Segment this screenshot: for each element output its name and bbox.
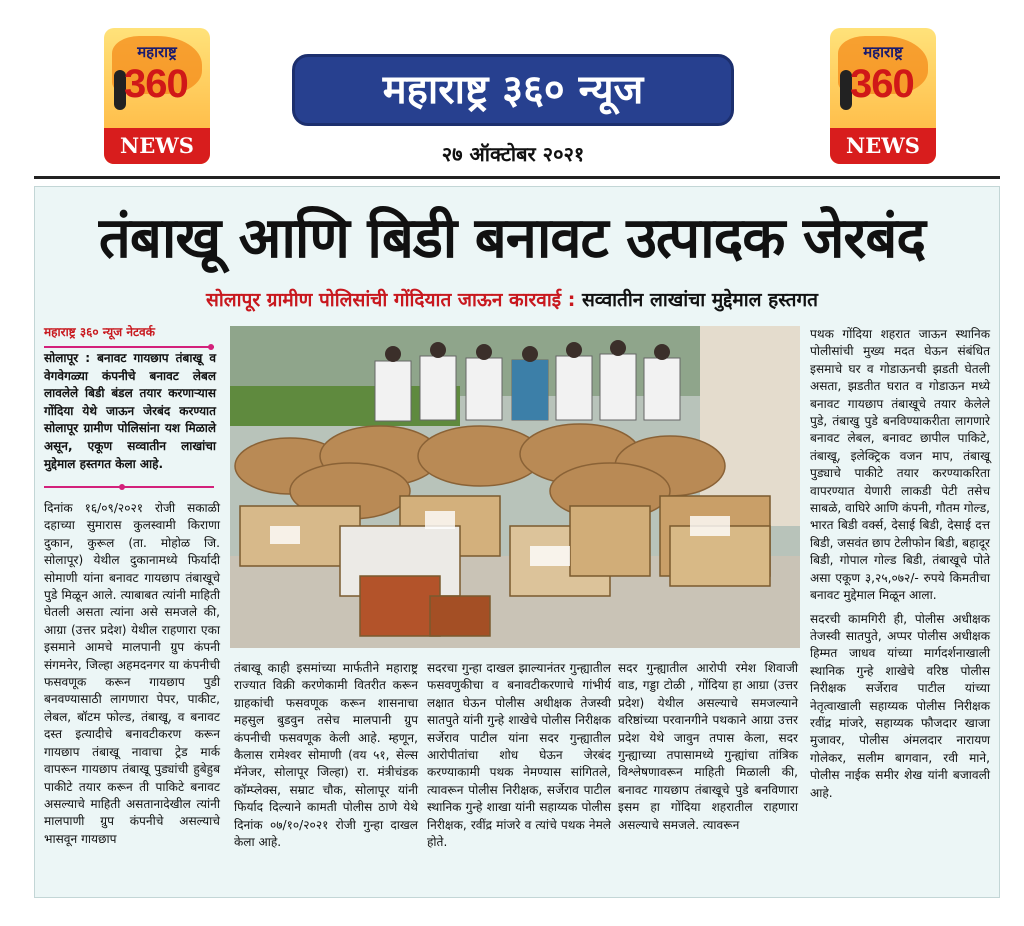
article-column-5 (810, 326, 990, 808)
seized-goods-photo (230, 326, 800, 648)
publication-date: २७ ऑक्टोबर २०२१ (441, 142, 585, 166)
column-text: सदरची कामगिरी ही, पोलीस अधीक्षक तेजस्वी सातपुते, अप्पर पोलीस अधीक्षक हिम्मत जाधव यांच्या मार्गदर्शनाखाली स्थानिक गुन्हे शाखेचे वरिष्ठ पोलीस निरीक्षक सर्जेराव पाटील यांच्या नेतृत्वाखाली सहाय्यक पोलीस निरीक्षक रवींद्र मांजरे, सहाय्यक फौजदार खाजा मुजावर, पोलीस अंमलदार नारायण गोलेकर, सलीम बागवान, रवी माने, पोलीस नाईक समीर शेख यांनी बजावली आहे. (810, 611, 990, 800)
column-text: तंबाखू काही इसमांच्या मार्फतीने महाराष्ट्र राज्यात विक्री करणेकामी वितरीत करून ग्राहकांची फसवणूक करून शासनाचा महसुल बुडवुन तसेच मालपानी ग्रुप कंपनीची फसवणूक केली आहे. म्हणून, कैलास रामेश्वर सोमाणी (वय ५१, सेल्स मॅनेजर, सोलापूर जिल्हा) रा. मंत्रीचंडक कॉम्प्लेक्स, सम्राट चौक, सोलापूर यांनी फिर्याद दिल्याने कामती पोलीस ठाणे येथे दिनांक ०७/१०/२०२१ रोजी गुन्हा दाखल केला आहे. (234, 661, 418, 850)
logo-news: NEWS (830, 128, 936, 164)
masthead-title: महाराष्ट्र ३६० न्यूज (292, 54, 734, 126)
article-column-4 (618, 660, 798, 840)
column-text: पथक गोंदिया शहरात जाऊन स्थानिक पोलीसांची मुख्य मदत घेऊन संबंधित इसमाचे घर व गोडाऊनची झडती घेतली असता, झडतीत घरात व गोडाऊन मध्ये बनावट गायछाप तंबाखूचे तयार केलेले पुडे, तंबाखु पुडे बनविण्याकरीता लागणारे बनावट लेबल, बनावट छापील पाकिटे, तंबाखू, इलेक्ट्रिक वजन माप, तंबाखू पुड्याचे पाकीटे तयार करण्याकरिता वापरण्यात येणारी लाकडी पेटी तसेच साबळे, वाघिरे आणि कंपनी, गौतम गोल्ड, भारत बिडी वर्क्स, देसाई बिडी, देसाई दत्त बिडी, जसवंत छाप टेलीफोन बिडी, बहादूर बिडी, गोपाल गोल्ड बिडी, तंबाखूचे पोते असा एकूण ३,२५,०७२/- रुपये किमतीचा बनावट मुद्देमाल मिळून आला. (810, 327, 991, 603)
subhead-red: सोलापूर ग्रामीण पोलिसांची गोंदियात जाऊन कारवाई : (205, 289, 576, 311)
logo-left (104, 28, 210, 164)
column-text: दिनांक १६/०९/२०२१ रोजी सकाळी दहाच्या सुमारास कुलस्वामी किराणा दुकान, कुरूल (ता. मोहोळ जि. सोलापूर) येथील दुकानामध्ये फिर्यादी सोमाणी यांना बनावट गायछाप तंबाखूचे पुडे मिळून आले. त्याबाबत त्यांनी माहिती घेतली असता त्यांना असे समजले की, आग्रा (उत्तर प्रदेश) येथील राहणारा एका इसमाने आमचे मालपानी ग्रुप कंपनी संगमनेर, जिल्हा अहमदनगर या कंपनीची फसवणूक करून गायछाप पुडी बनवण्यासाठी लागणारा पेपर, पाकीट, लेबल, बॉटम फोल्ड, तंबाखू, व बनावट दस्त इत्यादीचे बनावटीकरण करून गायछाप तंबाखू नावाचा ट्रेड मार्क वापरून गायछाप तंबाखू पुड्यांची हुबेहुब पाकीटे तयार करून ती पाकिटे बनावट असल्याचे माहिती असतानादेखील त्यांनी मालपाणी ग्रुप कंपनीचे असल्याचे भासवून गायछाप (44, 501, 220, 846)
logo-news: NEWS (104, 128, 210, 164)
logo-number: 360 (850, 62, 914, 106)
rule-dot (119, 484, 125, 490)
byline: महाराष्ट्र ३६० न्यूज नेटवर्क (44, 325, 155, 339)
article-column-2 (234, 660, 418, 857)
subhead-black: सव्वातीन लाखांचा मुद्देमाल हस्तगत (581, 289, 819, 311)
masthead-divider (34, 176, 1000, 179)
byline-rule (44, 346, 214, 348)
logo-text-top: महाराष्ट्र (863, 43, 903, 61)
logo-text-top: महाराष्ट्र (137, 43, 177, 61)
lead-rule (44, 486, 214, 488)
logo-right (830, 28, 936, 164)
article-subhead (0, 286, 1024, 312)
article-photo (230, 326, 800, 648)
article-column-1 (44, 500, 220, 854)
article-lead: सोलापूर : बनावट गायछाप तंबाखू व वेगवेगळ्या कंपनीचे बनावट लेबल लावलेले बिडी बंडल तयार करणाऱ्यास गोंदिया येथे जाऊन जेरबंद करण्यात सोलापूर ग्रामीण पोलिसांना यश मिळाले असून, एकूण सव्वातीन लाखांचा मुद्देमाल हस्तगत केला आहे. (44, 351, 216, 471)
column-text: सदर गुन्ह्यातील आरोपी रमेश शिवाजी वाड, गड्डा टोळी , गोंदिया हा आग्रा (उत्तर प्रदेश) येथील असल्याचे समजल्याने वरिष्ठांच्या परवानगीने पथकाने आग्रा उत्तर प्रदेश येथे जावुन तपास केला, सदर गुन्ह्याच्या तपासामध्ये गुन्ह्यांचा तांत्रिक विश्लेषणावरून माहिती मिळाली की, बनावट गायछाप तंबाखूचे पुडे बनविणारा इसम हा गोंदिया शहरातील राहणारा असल्याचे समजले. त्यावरून (618, 661, 798, 832)
logo-number: 360 (124, 62, 188, 106)
article-headline: तंबाखू आणि बिडी बनावट उत्पादक जेरबंद (98, 206, 926, 271)
column-text: सदरचा गुन्हा दाखल झाल्यानंतर गुन्ह्यातील फसवणुकीचा व बनावटीकरणाचे गांभीर्य लक्षात घेऊन पोलीस अधीक्षक तेजस्वी सातपुते यांनी गुन्हे शाखेचे पोलीस निरीक्षक सर्जेराव पाटील यांना सदर गुन्ह्यातील आरोपीतांचा शोध घेऊन जेरबंद करण्याकामी पथक नेमण्यास सांगितले, त्यावरून पोलीस निरीक्षक, सर्जेराव पाटील स्थानिक गुन्हे शाखा यांनी सहाय्यक पोलीस निरीक्षक, रवींद्र मांजरे व त्यांचे पथक नेमले होते. (427, 661, 611, 850)
article-column-3 (427, 660, 611, 857)
